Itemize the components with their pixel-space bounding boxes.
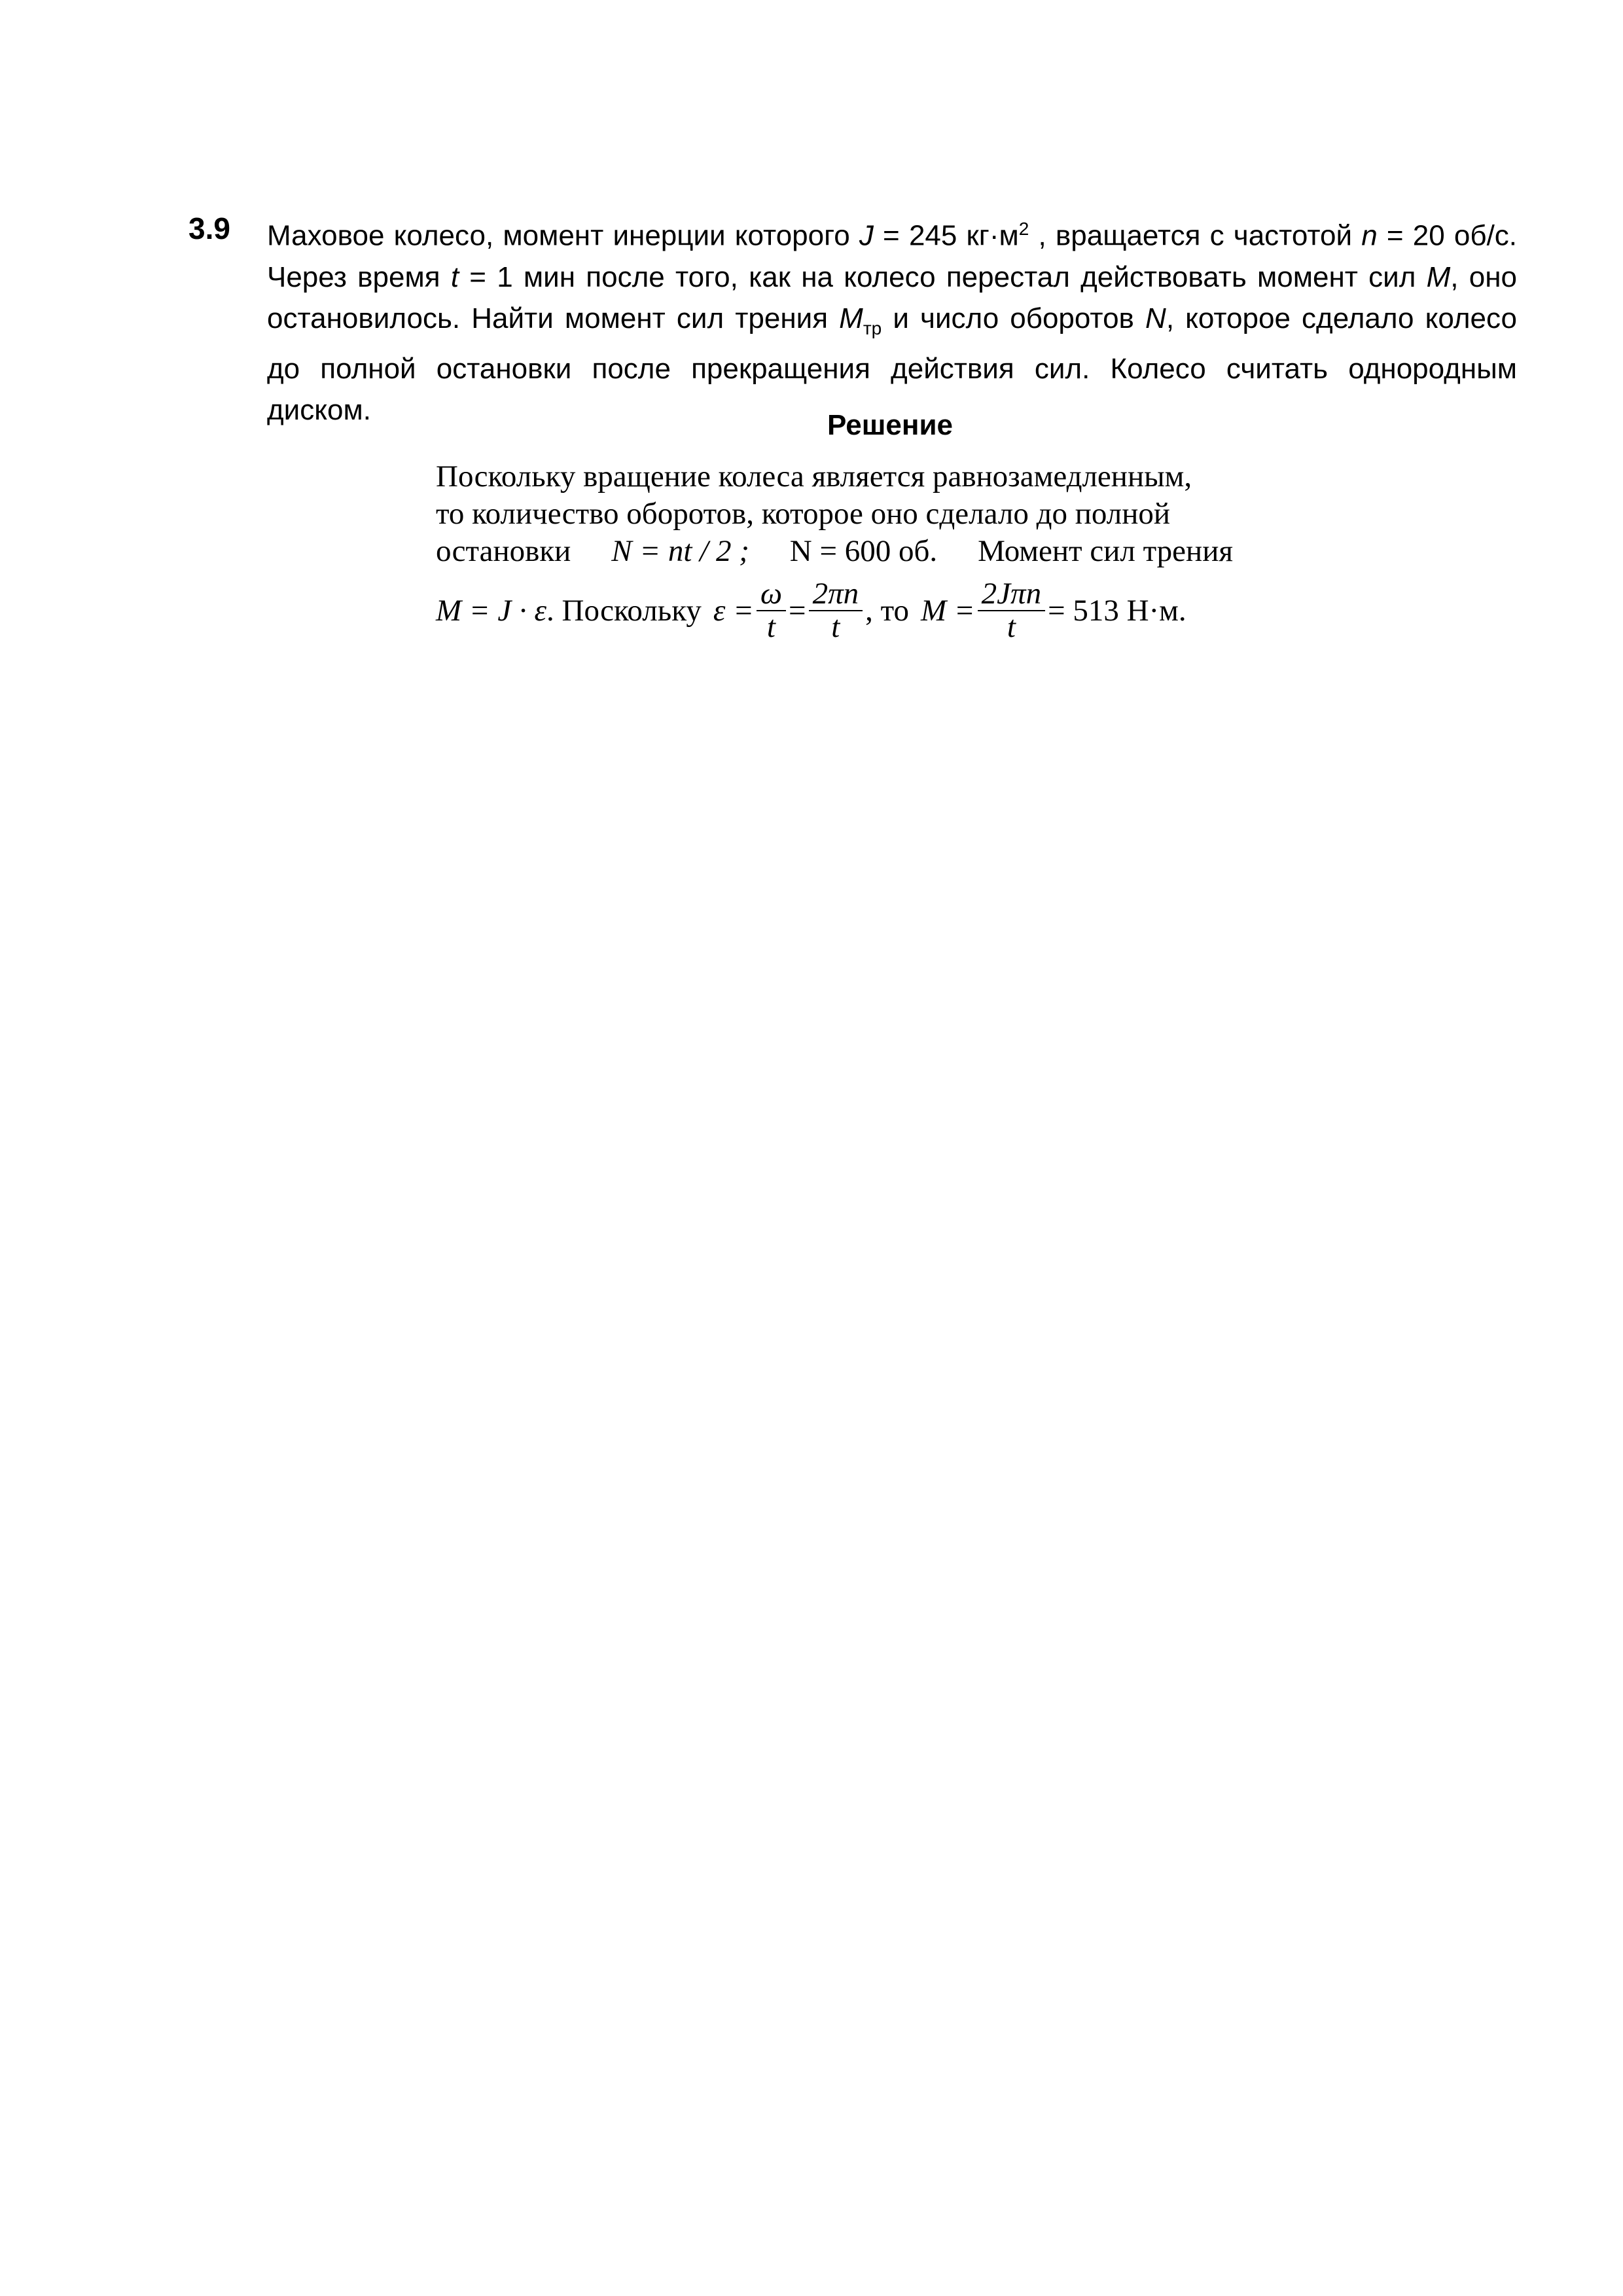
fraction-2pin-t bbox=[809, 578, 863, 644]
problem-text-segment: = 1 мин после того, как на колесо перестал действовать момент сил bbox=[459, 260, 1427, 293]
problem-text-segment: n bbox=[1361, 219, 1378, 252]
problem-text-segment: M bbox=[839, 302, 863, 334]
problem-text-segment: и число оборотов bbox=[882, 302, 1146, 334]
problem-text-segment: = 20 об/с. Через время bbox=[267, 219, 1518, 293]
fraction-2Jpin-t bbox=[978, 578, 1045, 644]
equals-sign: = bbox=[789, 593, 806, 628]
problem-text-segment: t bbox=[450, 260, 459, 293]
solution-formula-line bbox=[436, 578, 1233, 644]
problem-text-segment: Маховое колесо, момент инерции которого bbox=[267, 219, 859, 252]
problem-text-segment: , вращается с частотой bbox=[1029, 219, 1362, 252]
formula-eps-eq: ε = bbox=[713, 593, 754, 628]
problem-text-segment: M bbox=[1426, 260, 1451, 293]
problem-text-segment: , которое сделало колесо до полной остановки после прекращения действия сил. Колесо считать однородным диском. bbox=[267, 302, 1517, 427]
formula-N-nt: N = nt / 2 ; bbox=[611, 534, 749, 568]
problem-text-segment: J bbox=[859, 219, 874, 252]
solution-text-poskolku: . Поскольку bbox=[546, 593, 702, 628]
problem-text-segment: , оно остановилось. Найти момент сил трения bbox=[267, 260, 1517, 334]
fraction-numerator: ω bbox=[757, 578, 786, 611]
solution-heading: Решение bbox=[827, 409, 953, 441]
solution-line-3 bbox=[436, 533, 1233, 570]
solution-block bbox=[436, 458, 1233, 644]
problem-number: 3.9 bbox=[188, 211, 230, 245]
solution-line-1: Поскольку вращение колеса является равнозамедленным, bbox=[436, 459, 1192, 493]
problem-text-segment: тр bbox=[863, 317, 882, 338]
fraction-numerator: 2πn bbox=[809, 578, 863, 611]
formula-N-600: N = 600 об. bbox=[789, 534, 938, 568]
formula-M-J-eps: M = J · ε bbox=[436, 593, 546, 628]
solution-text-to: , то bbox=[865, 593, 910, 628]
problem-text-segment: 2 bbox=[1018, 219, 1029, 239]
formula-M-eq: M = bbox=[921, 593, 975, 628]
fraction-denominator: t bbox=[1007, 610, 1016, 645]
fraction-numerator: 2Jπn bbox=[978, 578, 1045, 611]
problem-block bbox=[188, 208, 1517, 431]
problem-statement bbox=[267, 208, 1517, 431]
fraction-denominator: t bbox=[766, 610, 776, 645]
solution-line-2: то количество оборотов, которое оно сделало до полной bbox=[436, 497, 1171, 531]
problem-text-segment: N bbox=[1145, 302, 1166, 334]
problem-text-segment: = 245 кг·м bbox=[873, 219, 1019, 252]
fraction-denominator: t bbox=[831, 610, 840, 645]
solution-text-ostanovki: остановки bbox=[436, 534, 571, 568]
solution-text-moment: Момент сил трения bbox=[978, 534, 1233, 568]
fraction-omega-t bbox=[757, 578, 786, 644]
formula-result: = 513 Н·м. bbox=[1048, 593, 1186, 628]
